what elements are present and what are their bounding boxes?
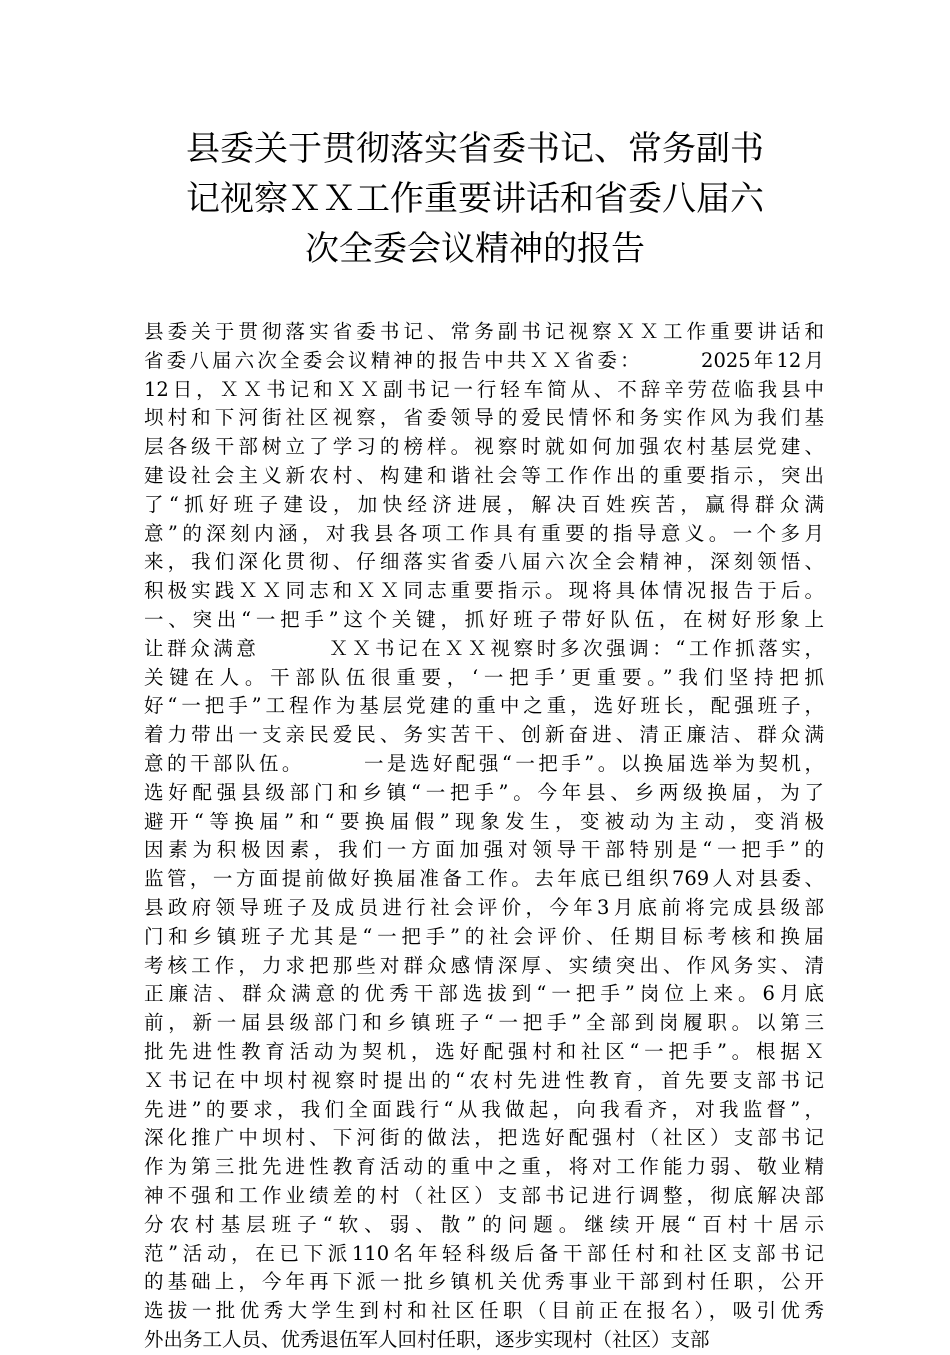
body-line: 县委关于贯彻落实省委书记、常务副书记视察ＸＸ工作重要讲话和 bbox=[144, 320, 824, 343]
body-line: 意”的深刻内涵，对我县各项工作具有重要的指导意义。一个多月 bbox=[144, 521, 824, 545]
body-line: 一、突出“一把手”这个关键，抓好班子带好队伍，在树好形象上 bbox=[144, 607, 824, 631]
body-line: 积极实践ＸＸ同志和ＸＸ同志重要指示。现将具体情况报告于后。 bbox=[144, 579, 824, 603]
body-line: 外出务工人员、优秀退伍军人回村任职，逐步实现村（社区）支部 bbox=[144, 1327, 710, 1351]
body-line: 门和乡镇班子尤其是“一把手”的社会评价、任期目标考核和换届 bbox=[144, 924, 824, 948]
document-title bbox=[100, 124, 850, 274]
body-line: 避开“等换届”和“要换届假”现象发生，变被动为主动，变消极 bbox=[144, 809, 824, 833]
body-line: 坝村和下河街社区视察，省委领导的爱民情怀和务实作风为我们基 bbox=[144, 406, 824, 430]
body-line: Ｘ书记在中坝村视察时提出的“农村先进性教育，首先要支部书记 bbox=[144, 1068, 824, 1092]
body-line: 选拔一批优秀大学生到村和社区任职（目前正在报名），吸引优秀 bbox=[144, 1299, 824, 1323]
body-line: 深化推广中坝村、下河街的做法，把选好配强村（社区）支部书记 bbox=[144, 1126, 824, 1150]
body-line: 先进”的要求，我们全面践行“从我做起，向我看齐，对我监督”， bbox=[144, 1097, 824, 1121]
body-line: 前，新一届县级部门和乡镇班子“一把手”全部到岗履职。以第三 bbox=[144, 1011, 824, 1035]
body-line: 意的干部队伍。 一是选好配强“一把手”。以换届选举为契机， bbox=[144, 751, 824, 775]
body-line: 关键在人。干部队伍很重要，‘一把手’更重要。”我们坚持把抓 bbox=[144, 665, 824, 689]
body-line: 的基础上，今年再下派一批乡镇机关优秀事业干部到村任职，公开 bbox=[144, 1270, 824, 1294]
body-line: 监管，一方面提前做好换届准备工作。去年底已组织769人对县委、 bbox=[144, 867, 824, 891]
body-line: 层各级干部树立了学习的榜样。视察时就如何加强农村基层党建、 bbox=[144, 435, 824, 459]
body-line: 县政府领导班子及成员进行社会评价，今年3月底前将完成县级部 bbox=[144, 895, 824, 919]
body-line: 选好配强县级部门和乡镇“一把手”。今年县、乡两级换届，为了 bbox=[144, 780, 824, 804]
title-line: 次全委会议精神的报告 bbox=[305, 229, 645, 269]
document-body bbox=[144, 318, 824, 1355]
body-line: 12日，ＸＸ书记和ＸＸ副书记一行轻车简从、不辞辛劳莅临我县中 bbox=[144, 377, 824, 401]
body-line: 作为第三批先进性教育活动的重中之重，将对工作能力弱、敬业精 bbox=[144, 1155, 824, 1179]
body-line: 范”活动，在已下派110名年轻科级后备干部任村和社区支部书记 bbox=[144, 1241, 824, 1265]
title-line: 记视察ＸＸ工作重要讲话和省委八届六 bbox=[186, 179, 764, 219]
title-line: 县委关于贯彻落实省委书记、常务副书 bbox=[186, 129, 764, 169]
body-line: 建设社会主义新农村、构建和谐社会等工作作出的重要指示，突出 bbox=[144, 463, 824, 487]
body-line: 让群众满意 ＸＸ书记在ＸＸ视察时多次强调：“工作抓落实， bbox=[144, 636, 824, 660]
body-line: 批先进性教育活动为契机，选好配强村和社区“一把手”。根据Ｘ bbox=[144, 1039, 824, 1063]
body-line: 分农村基层班子“软、弱、散”的问题。继续开展“百村十居示 bbox=[144, 1212, 824, 1236]
body-line: 来，我们深化贯彻、仔细落实省委八届六次全会精神，深刻领悟、 bbox=[144, 550, 824, 574]
body-line: 了“抓好班子建设，加快经济进展，解决百姓疾苦，赢得群众满 bbox=[144, 492, 824, 516]
body-line: 正廉洁、群众满意的优秀干部选拔到“一把手”岗位上来。6月底 bbox=[144, 982, 824, 1006]
body-line: 因素为积极因素，我们一方面加强对领导干部特别是“一把手”的 bbox=[144, 838, 824, 862]
body-line: 着力带出一支亲民爱民、务实苦干、创新奋进、清正廉洁、群众满 bbox=[144, 723, 824, 747]
body-line: 好“一把手”工程作为基层党建的重中之重，选好班长，配强班子， bbox=[144, 694, 824, 718]
body-line: 省委八届六次全委会议精神的报告中共ＸＸ省委： 2025年12月 bbox=[144, 348, 824, 372]
body-line: 考核工作，力求把那些对群众感情深厚、实绩突出、作风务实、清 bbox=[144, 953, 824, 977]
body-line: 神不强和工作业绩差的村（社区）支部书记进行调整，彻底解决部 bbox=[144, 1183, 824, 1207]
